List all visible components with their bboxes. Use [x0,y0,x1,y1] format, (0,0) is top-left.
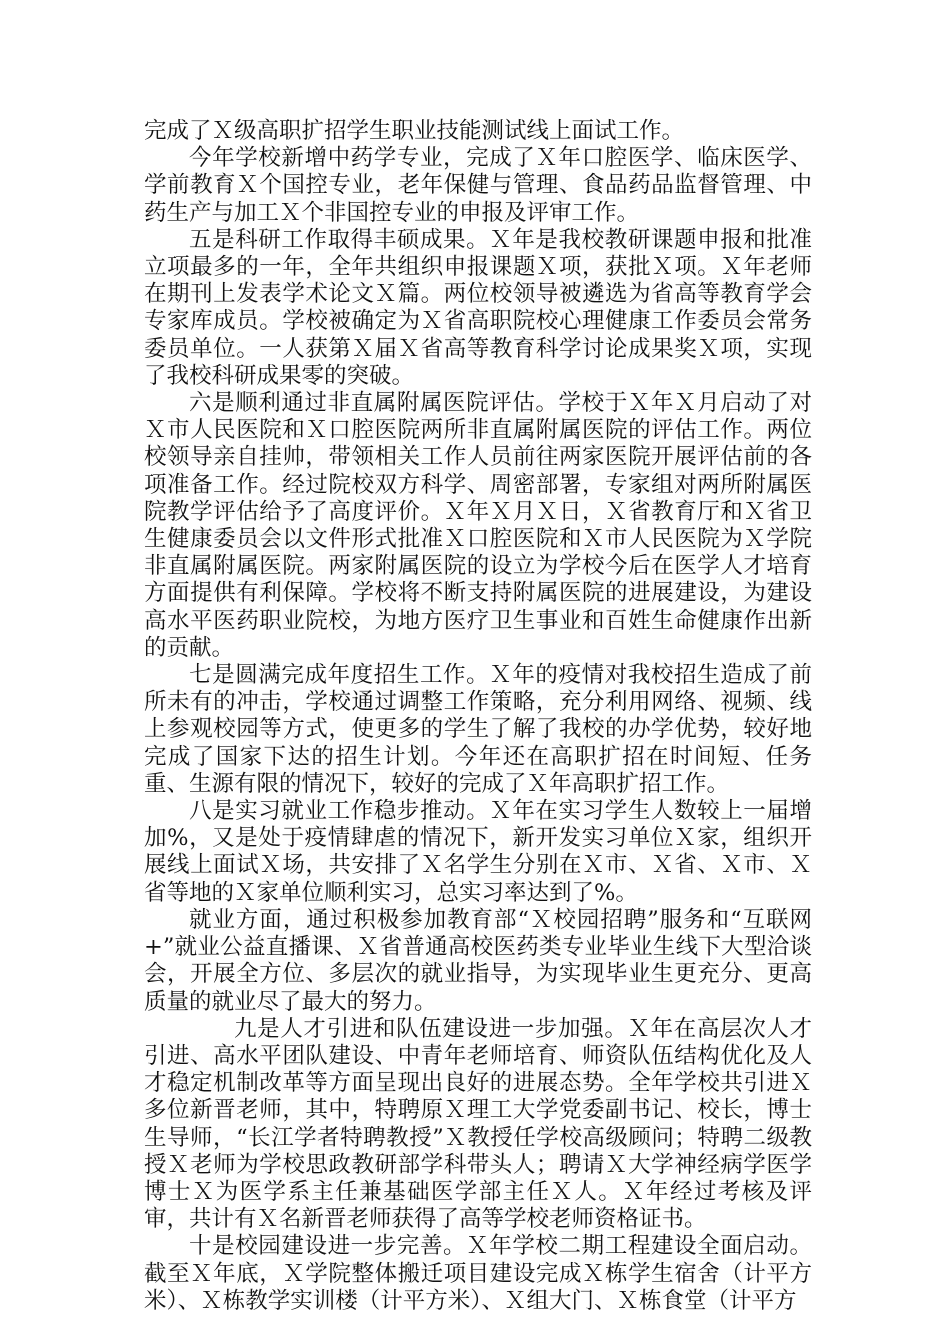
paragraph-2: 今年学校新增中药学专业，完成了Ｘ年口腔医学、临床医学、学前教育Ｘ个国控专业，老年保健与管理、食品药品监督管理、中药生产与加工Ｘ个非国控专业的申报及评审工作。 [144,145,812,226]
paragraph-8: 九是人才引进和队伍建设进一步加强。Ｘ年在高层次人才引进、高水平团队建设、中青年老师培育、师资队伍结构优化及人才稳定机制改革等方面呈现出良好的进展态势。全年学校共引进Ｘ多位新晋老师，其中，特聘原Ｘ理工大学党委副书记、校长，博士生导师，“长江学者特聘教授”Ｘ教授任学校高级顾问；特聘二级教授Ｘ老师为学校思政教研部学科带头人；聘请Ｘ大学神经病学医学博士Ｘ为医学系主任兼基础医学部主任Ｘ人。Ｘ年经过考核及评审，共计有Ｘ名新晋老师获得了高等学校老师资格证书。 [144,1015,812,1233]
paragraph-9: 十是校园建设进一步完善。Ｘ年学校二期工程建设全面启动。截至Ｘ年底，Ｘ学院整体搬迁项目建设完成Ｘ栋学生宿舍（计平方米）、Ｘ栋教学实训楼（计平方米）、Ｘ组大门、Ｘ栋食堂（计平方 [144,1233,812,1314]
paragraph-6: 八是实习就业工作稳步推动。Ｘ年在实习学生人数较上一届增加%，又是处于疫情肆虐的情况下，新开发实习单位Ｘ家，组织开展线上面试Ｘ场，共安排了Ｘ名学生分别在Ｘ市、Ｘ省、Ｘ市、Ｘ省等地的Ｘ家单位顺利实习，总实习率达到了%。 [144,798,812,906]
paragraph-3: 五是科研工作取得丰硕成果。Ｘ年是我校教研课题申报和批准立项最多的一年，全年共组织申报课题Ｘ项，获批Ｘ项。Ｘ年老师在期刊上发表学术论文Ｘ篇。两位校领导被遴选为省高等教育学会专家库成员。学校被确定为Ｘ省高职院校心理健康工作委员会常务委员单位。一人获第Ｘ届Ｘ省高等教育科学讨论成果奖Ｘ项，实现了我校科研成果零的突破。 [144,226,812,389]
paragraph-5: 七是圆满完成年度招生工作。Ｘ年的疫情对我校招生造成了前所未有的冲击，学校通过调整工作策略，充分利用网络、视频、线上参观校园等方式，使更多的学生了解了我校的办学优势，较好地完成了国家下达的招生计划。今年还在高职扩招在时间短、任务重、生源有限的情况下，较好的完成了Ｘ年高职扩招工作。 [144,662,812,797]
paragraph-7: 就业方面，通过积极参加教育部“Ｘ校园招聘”服务和“互联网+”就业公益直播课、Ｘ省普通高校医药类专业毕业生线下大型洽谈会，开展全方位、多层次的就业指导，为实现毕业生更充分、更高质量的就业尽了最大的努力。 [144,906,812,1015]
paragraph-1: 完成了Ｘ级高职扩招学生职业技能测试线上面试工作。 [144,118,685,144]
document-page [144,118,812,1315]
paragraph-4: 六是顺利通过非直属附属医院评估。学校于Ｘ年Ｘ月启动了对Ｘ市人民医院和Ｘ口腔医院两所非直属附属医院的评估工作。两位校领导亲自挂帅，带领相关工作人员前往两家医院开展评估前的各项准备工作。经过院校双方科学、周密部署，专家组对两所附属医院教学评估给予了高度评价。Ｘ年Ｘ月Ｘ日，Ｘ省教育厅和Ｘ省卫生健康委员会以文件形式批准Ｘ口腔医院和Ｘ市人民医院为Ｘ学院非直属附属医院。两家附属医院的设立为学校今后在医学人才培育方面提供有利保障。学校将不断支持附属医院的进展建设，为建设高水平医药职业院校，为地方医疗卫生事业和百姓生命健康作出新的贡献。 [144,390,812,661]
